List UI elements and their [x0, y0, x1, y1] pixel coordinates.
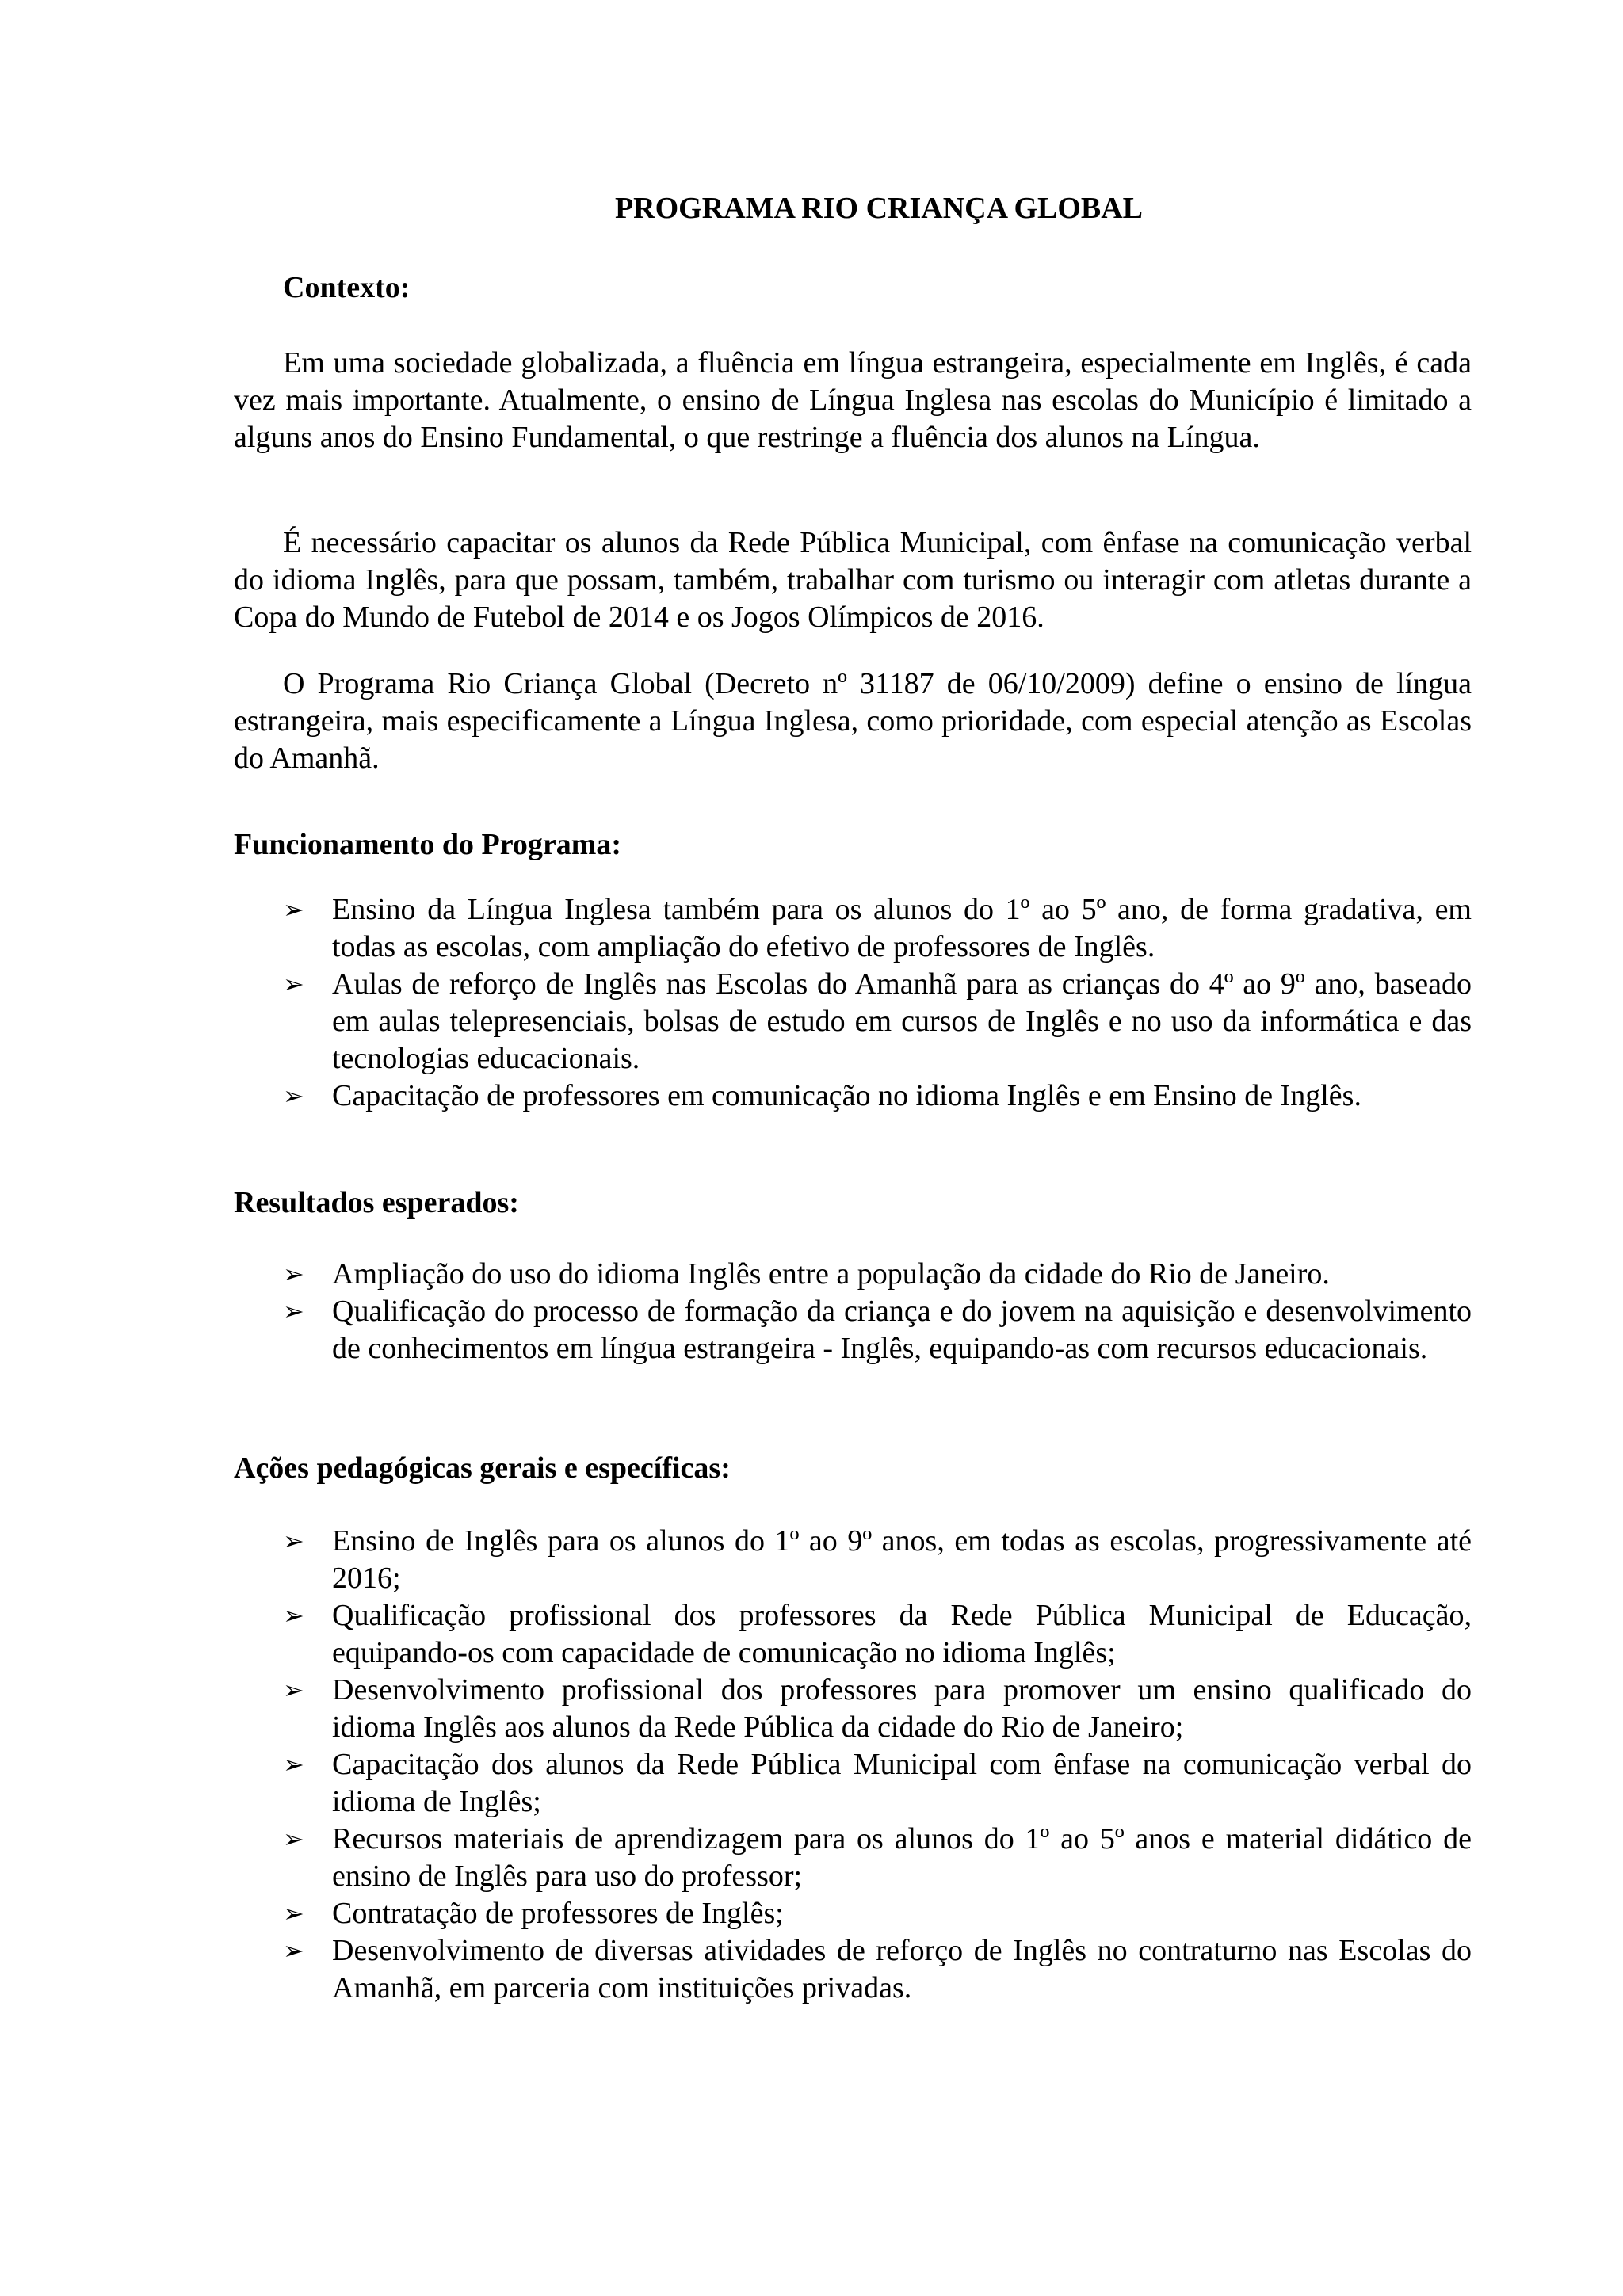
list-item: [283, 1746, 1472, 1821]
arrow-bullet-icon: ➢: [283, 1600, 304, 1630]
paragraph-contexto-2: É necessário capacitar os alunos da Rede Pública Municipal, com ênfase na comunicação verbal do idioma Inglês, para que possam, também, trabalhar com turismo ou interagir com atletas durante a Copa do Mundo de Futebol de 2014 e os Jogos Olímpicos de 2016.: [234, 526, 1472, 634]
arrow-bullet-icon: ➢: [283, 1824, 304, 1854]
arrow-bullet-icon: ➢: [283, 969, 304, 999]
list-item: [283, 1672, 1472, 1746]
resultados-list: [283, 1256, 1472, 1367]
paragraph-contexto-3: O Programa Rio Criança Global (Decreto nº 31187 de 06/10/2009) define o ensino de língua estrangeira, mais especificamente a Língua Inglesa, como prioridade, com especial atenção as Escolas do Amanhã.: [234, 667, 1472, 775]
list-item: [283, 1597, 1472, 1672]
section-heading-funcionamento: Funcionamento do Programa:: [234, 828, 622, 861]
list-item-text: Ensino da Língua Inglesa também para os alunos do 1º ao 5º ano, de forma gradativa, em todas as escolas, com ampliação do efetivo de professores de Inglês.: [332, 893, 1472, 963]
list-item-text: Contratação de professores de Inglês;: [332, 1897, 784, 1930]
list-item: [283, 1256, 1472, 1293]
arrow-bullet-icon: ➢: [283, 1526, 304, 1556]
acoes-list: [283, 1523, 1472, 2007]
document-page: [234, 0, 1472, 2296]
list-item: [283, 1293, 1472, 1367]
paragraph-contexto-1: Em uma sociedade globalizada, a fluência em língua estrangeira, especialmente em Inglês, é cada vez mais importante. Atualmente, o ensino de Língua Inglesa nas escolas do Município é limitado a alguns anos do Ensino Fundamental, o que restringe a fluência dos alunos na Língua.: [234, 346, 1472, 454]
list-item-text: Ampliação do uso do idioma Inglês entre a população da cidade do Rio de Janeiro.: [332, 1257, 1330, 1291]
list-item: [283, 1523, 1472, 1597]
document-title: PROGRAMA RIO CRIANÇA GLOBAL: [614, 192, 1144, 225]
arrow-bullet-icon: ➢: [283, 1081, 304, 1111]
arrow-bullet-icon: ➢: [283, 1296, 304, 1326]
list-item-text: Aulas de reforço de Inglês nas Escolas do Amanhã para as crianças do 4º ao 9º ano, baseado em aulas telepresenciais, bolsas de estudo em cursos de Inglês e no uso da informática e das tecnologias educacionais.: [332, 967, 1472, 1075]
list-item: [283, 1077, 1472, 1115]
list-item-text: Capacitação dos alunos da Rede Pública Municipal com ênfase na comunicação verbal do idioma de Inglês;: [332, 1748, 1472, 1818]
arrow-bullet-icon: ➢: [283, 1898, 304, 1928]
list-item-text: Capacitação de professores em comunicação no idioma Inglês e em Ensino de Inglês.: [332, 1079, 1361, 1112]
arrow-bullet-icon: ➢: [283, 894, 304, 925]
arrow-bullet-icon: ➢: [283, 1259, 304, 1289]
list-item: [283, 966, 1472, 1077]
list-item: [283, 1821, 1472, 1895]
list-item-text: Desenvolvimento de diversas atividades de reforço de Inglês no contraturno nas Escolas do Amanhã, em parceria com instituições privadas.: [332, 1934, 1472, 2004]
list-item: [283, 1932, 1472, 2007]
arrow-bullet-icon: ➢: [283, 1675, 304, 1705]
arrow-bullet-icon: ➢: [283, 1936, 304, 1966]
list-item-text: Ensino de Inglês para os alunos do 1º ao 9º anos, em todas as escolas, progressivamente até 2016;: [332, 1524, 1472, 1595]
list-item-text: Recursos materiais de aprendizagem para os alunos do 1º ao 5º anos e material didático de ensino de Inglês para uso do professor;: [332, 1822, 1472, 1893]
funcionamento-list: [283, 891, 1472, 1115]
section-heading-resultados: Resultados esperados:: [234, 1186, 519, 1219]
section-heading-contexto: Contexto:: [283, 271, 411, 304]
arrow-bullet-icon: ➢: [283, 1749, 304, 1779]
list-item-text: Desenvolvimento profissional dos professores para promover um ensino qualificado do idioma Inglês aos alunos da Rede Pública da cidade do Rio de Janeiro;: [332, 1673, 1472, 1744]
list-item-text: Qualificação profissional dos professores da Rede Pública Municipal de Educação, equipando-os com capacidade de comunicação no idioma Inglês;: [332, 1599, 1472, 1669]
list-item-text: Qualificação do processo de formação da criança e do jovem na aquisição e desenvolvimento de conhecimentos em língua estrangeira - Inglês, equipando-as com recursos educacionais.: [332, 1295, 1472, 1365]
section-heading-acoes: Ações pedagógicas gerais e específicas:: [234, 1451, 731, 1485]
list-item: [283, 1895, 1472, 1932]
list-item: [283, 891, 1472, 966]
